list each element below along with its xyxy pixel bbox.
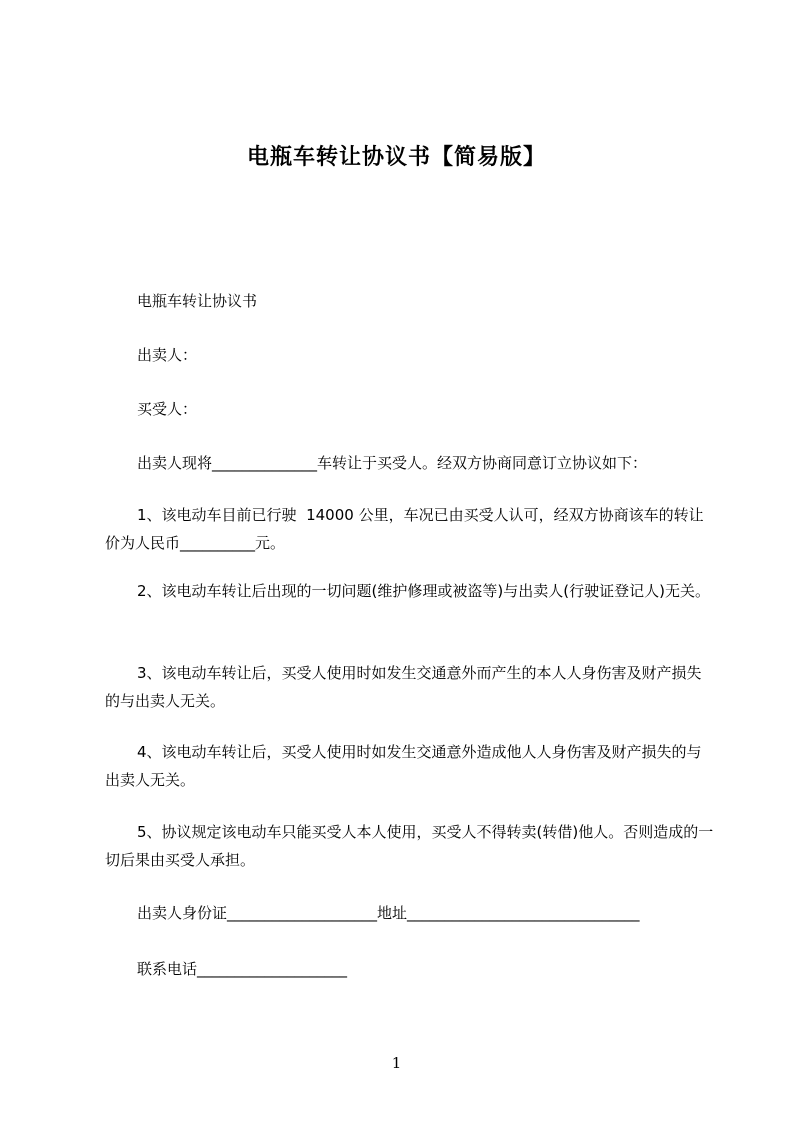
seller-label: 出卖人： xyxy=(137,346,198,364)
document-title: 电瓶车转让协议书【简易版】 xyxy=(246,145,546,170)
clause-4: 4、该电动车转让后，买受人使用时如发生交通意外造成他人人身伤害及财产损失的与出卖人无关。 xyxy=(105,743,702,789)
buyer-label: 买受人： xyxy=(137,400,198,418)
id-address-line: 出卖人身份证____________________地址_______________________________ xyxy=(137,904,640,922)
phone-line: 联系电话____________________ xyxy=(137,960,348,978)
clause-2: 2、该电动车转让后出现的一切问题(维护修理或被盗等)与出卖人(行驶证登记人)无关。 xyxy=(137,582,710,600)
page-number: 1 xyxy=(391,1054,402,1072)
clause-1: 1、该电动车目前已行驶 14000 公里，车况已由买受人认可，经双方协商该车的转让价为人民币__________元。 xyxy=(105,506,704,552)
clause-5: 5、协议规定该电动车只能买受人本人使用，买受人不得转卖(转借)他人。否则造成的一切后果由买受人承担。 xyxy=(105,823,714,869)
subtitle: 电瓶车转让协议书 xyxy=(137,292,258,310)
clause-3: 3、该电动车转让后，买受人使用时如发生交通意外而产生的本人人身伤害及财产损失的与出卖人无关。 xyxy=(105,664,702,710)
intro-paragraph: 出卖人现将______________车转让于买受人。经双方协商同意订立协议如下： xyxy=(137,454,648,472)
